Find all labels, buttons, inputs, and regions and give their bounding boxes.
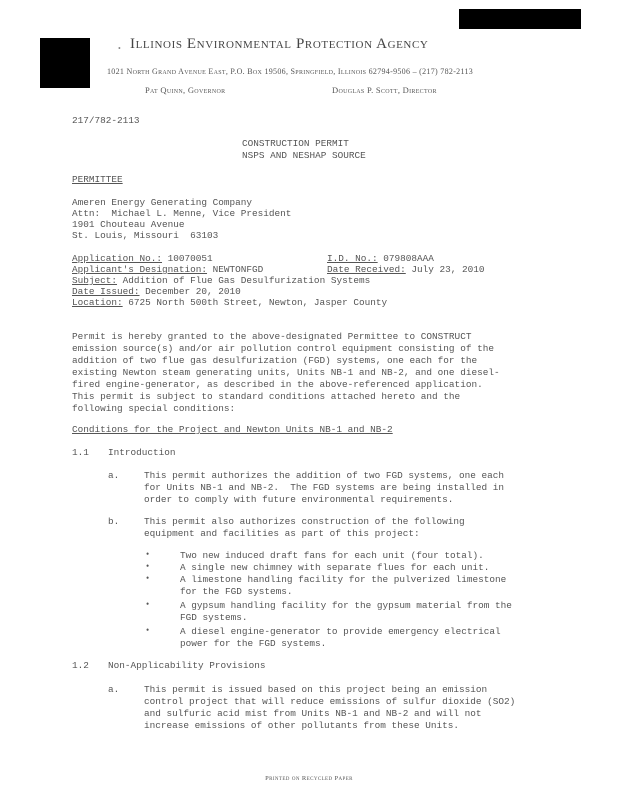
item-line: This permit also authorizes construction of the following	[144, 516, 465, 527]
section-title: Introduction	[108, 447, 176, 458]
bullet-line: A gypsum handling facility for the gypsum material from the	[180, 600, 512, 611]
phone-number: 217/782-2113	[72, 115, 140, 126]
item-line: order to comply with future environmental requirements.	[144, 494, 454, 505]
bullet-line: A diesel engine-generator to provide emergency electrical	[180, 626, 501, 637]
address-line: 1901 Chouteau Avenue	[72, 219, 185, 230]
location-label: Location:	[72, 297, 123, 308]
permit-title: CONSTRUCTION PERMIT	[242, 138, 349, 149]
redaction-bar	[459, 9, 581, 29]
date-received-value: July 23, 2010	[411, 264, 485, 275]
subject-value: Addition of Flue Gas Desulfurization Systems	[122, 275, 371, 286]
section-title: Non-Applicability Provisions	[108, 660, 266, 671]
agency-address: 1021 North Grand Avenue East, P.O. Box 19506, Springfield, Illinois 62794-9506 – (217) 782-2113	[107, 67, 474, 76]
intro-line: addition of two flue gas desulfurization (FGD) systems, one each for the	[72, 355, 478, 366]
intro-line: fired engine-generator, as described in the above-referenced application.	[72, 379, 483, 390]
item-label: a.	[108, 684, 120, 695]
item-line: for Units NB-1 and NB-2. The FGD systems are being installed in	[144, 482, 505, 493]
intro-line: following special conditions:	[72, 403, 236, 414]
footer-note: Printed on Recycled Paper	[265, 775, 353, 782]
bullet-icon: •	[146, 549, 150, 559]
item-line: control project that will reduce emissions of sulfur dioxide (SO2)	[144, 696, 516, 707]
conditions-heading: Conditions for the Project and Newton Units NB-1 and NB-2	[72, 424, 393, 435]
item-line: This permit is issued based on this project being an emission	[144, 684, 488, 695]
governor-name: Pat Quinn, Governor	[145, 85, 226, 95]
item-label: a.	[108, 470, 120, 481]
bullet-icon: •	[146, 625, 150, 635]
item-label: b.	[108, 516, 120, 527]
date-issued-value: December 20, 2010	[145, 286, 241, 297]
bullet-line: FGD systems.	[180, 612, 248, 623]
item-line: equipment and facilities as part of this project:	[144, 528, 420, 539]
application-no-value: 10070051	[167, 253, 213, 264]
bullet-icon: •	[146, 599, 150, 609]
bullet-icon: •	[146, 561, 150, 571]
agency-name: Illinois Environmental Protection Agency	[130, 36, 429, 52]
designation-value: NEWTONFGD	[212, 264, 264, 275]
date-received-label: Date Received:	[327, 264, 406, 275]
date-issued-label: Date Issued:	[72, 286, 140, 297]
intro-line: This permit is subject to standard conditions attached hereto and the	[72, 391, 461, 402]
subject-label: Subject:	[72, 275, 118, 286]
bullet-line: A limestone handling facility for the pulverized limestone	[180, 574, 507, 585]
id-no-value: 079808AAA	[383, 253, 434, 264]
intro-line: Permit is hereby granted to the above-designated Permittee to CONSTRUCT	[72, 331, 472, 342]
agency-logo	[40, 38, 90, 88]
item-line: This permit authorizes the addition of two FGD systems, one each	[144, 470, 505, 481]
item-line: increase emissions of other pollutants from these Units.	[144, 720, 460, 731]
section-number: 1.1	[72, 447, 89, 458]
address-line: Ameren Energy Generating Company	[72, 197, 253, 208]
bullet-line: for the FGD systems.	[180, 586, 293, 597]
director-name: Douglas P. Scott, Director	[332, 85, 437, 95]
intro-line: emission source(s) and/or air pollution control equipment consisting of the	[72, 343, 494, 354]
bullet-icon: •	[146, 573, 150, 583]
address-line: St. Louis, Missouri 63103	[72, 230, 219, 241]
location-value: 6725 North 500th Street, Newton, Jasper County	[128, 297, 388, 308]
item-line: and sulfuric acid mist from Units NB-1 and NB-2 and will not	[144, 708, 482, 719]
permittee-heading: PERMITTEE	[72, 174, 123, 185]
decorative-dot: •	[118, 44, 121, 53]
intro-line: existing Newton steam generating units, Units NB-1 and NB-2, and one diesel-	[72, 367, 500, 378]
bullet-line: A single new chimney with separate flues for each unit.	[180, 562, 490, 573]
section-number: 1.2	[72, 660, 89, 671]
id-no-label: I.D. No.:	[327, 253, 378, 264]
bullet-line: power for the FGD systems.	[180, 638, 327, 649]
permit-subtitle: NSPS AND NESHAP SOURCE	[242, 150, 366, 161]
application-no-label: Application No.:	[72, 253, 163, 264]
address-line: Attn: Michael L. Menne, Vice President	[72, 208, 292, 219]
bullet-line: Two new induced draft fans for each unit (four total).	[180, 550, 484, 561]
location-row	[72, 297, 387, 309]
designation-label: Applicant's Designation:	[72, 264, 208, 275]
